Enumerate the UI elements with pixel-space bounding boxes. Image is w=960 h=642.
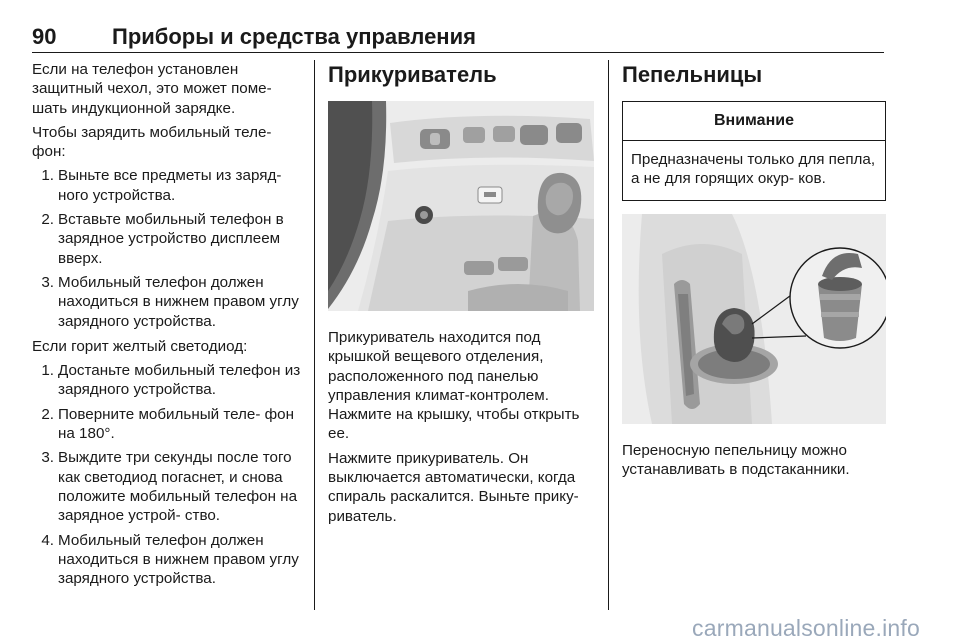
list-item-text: Выньте все предметы из заряд- ного устройства. xyxy=(58,167,282,204)
paragraph: Нажмите прикуриватель. Он выключается автоматически, когда спираль раскалится. Выньте прику- риватель. xyxy=(328,449,579,525)
section-heading: Прикуриватель xyxy=(328,62,497,87)
watermark-text: carmanualsonline.info xyxy=(692,615,920,641)
column-cigarette-lighter xyxy=(328,60,594,531)
list-item xyxy=(32,405,302,444)
ashtray-illustration xyxy=(622,214,886,424)
list-number: 1. xyxy=(41,167,54,185)
page-title: Приборы и средства управления xyxy=(112,24,476,49)
list-number: 4. xyxy=(41,531,54,549)
list-item-text: Поверните мобильный теле- фон на 180°. xyxy=(58,405,294,443)
list-item-text: Мобильный телефон должен находиться в нижнем правом углу зарядного устройства. xyxy=(58,273,299,330)
list-item-text: Вставьте мобильный телефон в зарядное устройство дисплеем вверх. xyxy=(58,211,284,267)
list-item-text: Выждите три секунды после того как светодиод погаснет, и снова положите мобильный телефон на зарядное устрой- ство. xyxy=(58,449,298,525)
warning-text: Предназначены только для пепла, а не для горящих окур- ков. xyxy=(631,151,876,187)
paragraph: Если на телефон установлен защитный чехол, это может поме- шать индукционной зарядке. xyxy=(32,61,272,117)
paragraph: Прикуриватель находится под крышкой вещевого отделения, расположенного под панелью управления климат-контролем. Нажмите на крышку, чтобы открыть ее. xyxy=(328,329,580,443)
list-item xyxy=(32,273,302,331)
list-item-text: Достаньте мобильный телефон из зарядного устройства. xyxy=(58,362,301,399)
list-item xyxy=(32,361,302,400)
list-number: 1. xyxy=(41,362,54,380)
column-divider xyxy=(608,60,609,610)
paragraph: Чтобы зарядить мобильный теле- фон: xyxy=(32,123,272,161)
section-heading: Пепельницы xyxy=(622,62,763,87)
charging-steps-list xyxy=(32,166,302,330)
page-header xyxy=(32,22,884,53)
list-item xyxy=(32,210,302,268)
yellow-led-steps-list xyxy=(32,361,302,588)
paragraph: Если горит желтый светодиод: xyxy=(32,337,248,355)
ashtray-drawing xyxy=(622,214,886,424)
list-item xyxy=(32,531,302,589)
list-number: 3. xyxy=(41,449,54,467)
cigarette-lighter-illustration xyxy=(328,101,594,311)
paragraph: Переносную пепельницу можно устанавливать в подстаканники. xyxy=(622,442,850,479)
list-item xyxy=(32,166,302,205)
list-item xyxy=(32,448,302,525)
column-charging xyxy=(32,60,302,594)
column-divider xyxy=(314,60,315,610)
list-number: 2. xyxy=(41,211,54,229)
list-number: 3. xyxy=(41,273,54,291)
warning-box xyxy=(622,101,886,201)
warning-title: Внимание xyxy=(623,102,885,141)
list-number: 2. xyxy=(41,405,54,423)
column-ashtrays xyxy=(622,60,886,485)
page-number: 90 xyxy=(32,24,57,49)
list-item-text: Мобильный телефон должен находиться в нижнем правом углу зарядного устройства. xyxy=(58,531,299,588)
lighter-drawing xyxy=(328,101,594,311)
